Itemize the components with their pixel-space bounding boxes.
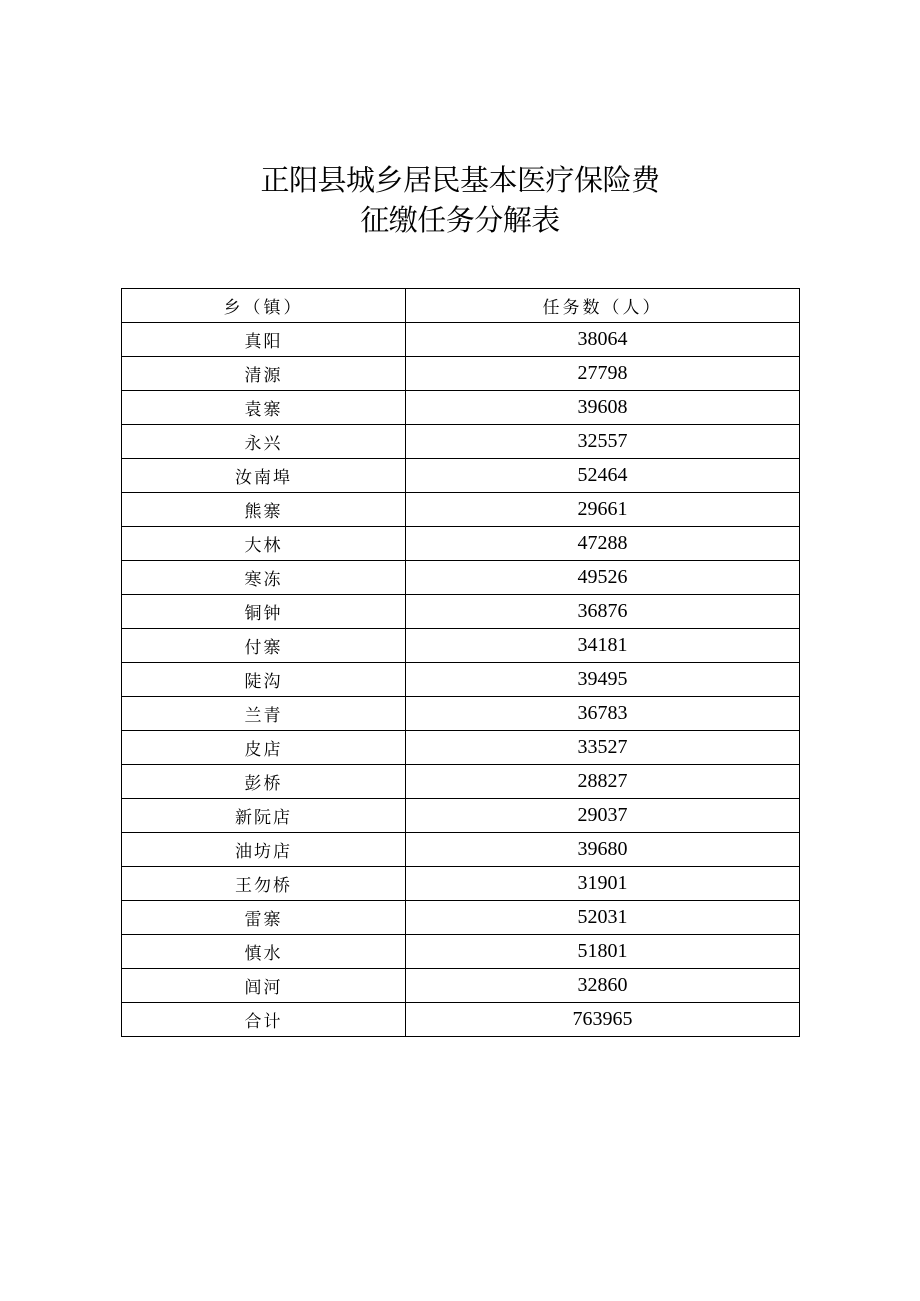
task-table (121, 288, 800, 1037)
town-cell: 陡沟 (122, 663, 406, 697)
town-cell: 彭桥 (122, 765, 406, 799)
count-cell: 39495 (406, 663, 800, 697)
table-body (122, 323, 800, 1037)
count-cell: 29661 (406, 493, 800, 527)
table-row (122, 765, 800, 799)
table-row (122, 901, 800, 935)
table-row (122, 697, 800, 731)
table-row (122, 595, 800, 629)
table-row (122, 561, 800, 595)
town-cell: 永兴 (122, 425, 406, 459)
town-cell: 铜钟 (122, 595, 406, 629)
town-cell: 慎水 (122, 935, 406, 969)
count-cell: 28827 (406, 765, 800, 799)
total-count: 763965 (406, 1003, 800, 1037)
table-row (122, 459, 800, 493)
table-row (122, 527, 800, 561)
town-cell: 熊寨 (122, 493, 406, 527)
total-label: 合计 (122, 1003, 406, 1037)
town-cell: 真阳 (122, 323, 406, 357)
count-cell: 52464 (406, 459, 800, 493)
town-cell: 油坊店 (122, 833, 406, 867)
table-row (122, 323, 800, 357)
town-cell: 袁寨 (122, 391, 406, 425)
town-cell: 闾河 (122, 969, 406, 1003)
count-cell: 52031 (406, 901, 800, 935)
count-cell: 36876 (406, 595, 800, 629)
count-cell: 39608 (406, 391, 800, 425)
table-row (122, 663, 800, 697)
count-cell: 27798 (406, 357, 800, 391)
table-row (122, 833, 800, 867)
total-row (122, 1003, 800, 1037)
table-row (122, 493, 800, 527)
town-cell: 兰青 (122, 697, 406, 731)
table-row (122, 629, 800, 663)
town-cell: 清源 (122, 357, 406, 391)
table-row (122, 935, 800, 969)
document-title (0, 160, 920, 240)
town-cell: 雷寨 (122, 901, 406, 935)
header-row (122, 289, 800, 323)
table-row (122, 425, 800, 459)
town-cell: 寒冻 (122, 561, 406, 595)
count-cell: 31901 (406, 867, 800, 901)
town-cell: 大林 (122, 527, 406, 561)
count-cell: 47288 (406, 527, 800, 561)
title-line-2: 征缴任务分解表 (360, 203, 560, 237)
table-row (122, 969, 800, 1003)
header-count: 任务数（人） (406, 289, 800, 323)
count-cell: 34181 (406, 629, 800, 663)
count-cell: 36783 (406, 697, 800, 731)
count-cell: 39680 (406, 833, 800, 867)
title-line-1: 正阳县城乡居民基本医疗保险费 (260, 163, 660, 197)
table-row (122, 357, 800, 391)
count-cell: 33527 (406, 731, 800, 765)
count-cell: 32860 (406, 969, 800, 1003)
count-cell: 51801 (406, 935, 800, 969)
town-cell: 汝南埠 (122, 459, 406, 493)
header-town: 乡（镇） (122, 289, 406, 323)
count-cell: 32557 (406, 425, 800, 459)
count-cell: 29037 (406, 799, 800, 833)
table-row (122, 799, 800, 833)
town-cell: 王勿桥 (122, 867, 406, 901)
table-row (122, 867, 800, 901)
table-row (122, 391, 800, 425)
count-cell: 38064 (406, 323, 800, 357)
table-row (122, 731, 800, 765)
town-cell: 新阮店 (122, 799, 406, 833)
town-cell: 付寨 (122, 629, 406, 663)
town-cell: 皮店 (122, 731, 406, 765)
count-cell: 49526 (406, 561, 800, 595)
